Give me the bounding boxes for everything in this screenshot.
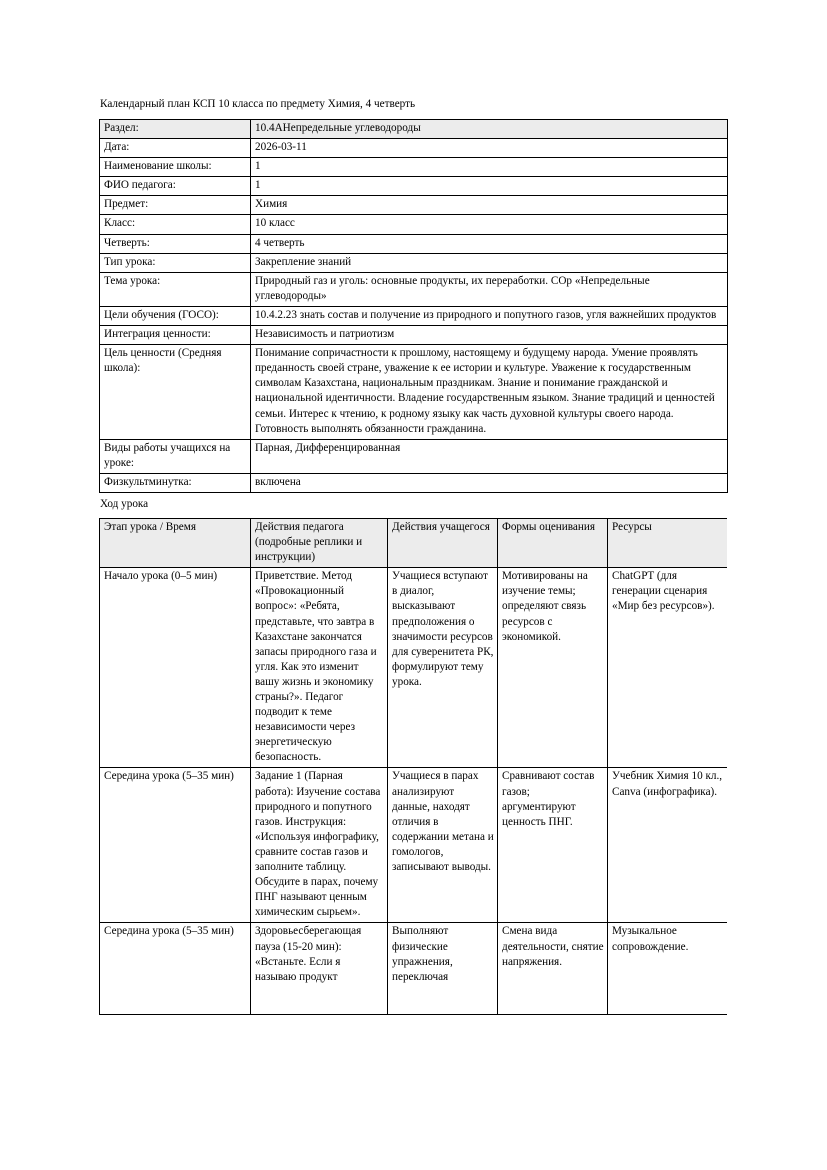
cell-assessment: Сравнивают состав газов; аргументируют ценность ПНГ. [498,768,608,923]
info-label: Тема урока: [100,272,251,306]
info-label: Тип урока: [100,253,251,272]
lesson-flow-table [99,518,727,1015]
column-header-assessment: Формы оценивания [498,518,608,567]
cell-resources: ChatGPT (для генерации сценария «Мир без ресурсов»). [608,568,728,768]
info-value: 10 класс [251,215,728,234]
info-value: 2026-03-11 [251,139,728,158]
info-label: Физкультминутка: [100,473,251,492]
table-row [100,473,728,492]
table-row [100,215,728,234]
cell-teacher-actions [251,923,388,1015]
info-value: 10.4АНепредельные углеводороды [251,120,728,139]
info-label: Цель ценности (Средняя школа): [100,345,251,440]
info-label: Класс: [100,215,251,234]
cell-resources-text: Музыкальное сопровождение. [612,925,689,953]
column-header-resources: Ресурсы [608,518,728,567]
info-value: 1 [251,177,728,196]
table-row [100,768,728,923]
table-row [100,439,728,473]
table-row [100,234,728,253]
lesson-info-table [99,119,728,493]
info-value: 1 [251,158,728,177]
cell-stage [100,923,251,1015]
table-row [100,253,728,272]
info-value: 10.4.2.23 знать состав и получение из природного и попутного газов, угля важнейших продуктов [251,306,728,325]
info-label: ФИО педагога: [100,177,251,196]
table-row [100,196,728,215]
table-row [100,345,728,440]
info-value: 4 четверть [251,234,728,253]
info-value: Закрепление знаний [251,253,728,272]
info-label: Наименование школы: [100,158,251,177]
table-row [100,158,728,177]
info-value: Природный газ и уголь: основные продукты, их переработки. СОр «Непредельные углеводороды» [251,272,728,306]
cell-student-actions [388,923,498,1015]
cell-assessment [498,923,608,1015]
table-row [100,139,728,158]
table-row [100,923,728,1015]
lesson-flow-wrapper [99,518,727,1015]
cell-stage-text: Середина урока (5–35 мин) [104,925,234,938]
info-label: Виды работы учащихся на уроке: [100,439,251,473]
info-label: Раздел: [100,120,251,139]
column-header-teacher-actions: Действия педагога (подробные реплики и инструкции) [251,518,388,567]
lesson-info-body [100,120,728,493]
column-header-stage: Этап урока / Время [100,518,251,567]
info-value: Независимость и патриотизм [251,326,728,345]
cell-student-actions: Учащиеся вступают в диалог, высказывают предположения о значимости ресурсов для суверенитета РК, формулируют тему урока. [388,568,498,768]
info-label: Предмет: [100,196,251,215]
table-row [100,177,728,196]
info-label: Цели обучения (ГОСО): [100,306,251,325]
table-row [100,306,728,325]
table-row [100,120,728,139]
cell-teacher-actions-text: Здоровьесберегающая пауза (15-20 мин): «Встаньте. Если я называю продукт [255,925,362,983]
document-content [99,97,727,1015]
info-label: Четверть: [100,234,251,253]
table-row [100,272,728,306]
cell-assessment: Мотивированы на изучение темы; определяют связь ресурсов с экономикой. [498,568,608,768]
lesson-flow-heading: Ход урока [100,497,149,510]
info-label: Интеграция ценности: [100,326,251,345]
cell-student-actions-text: Выполняют физические упражнения, переключая [392,925,453,983]
lesson-flow-body [100,518,728,1014]
info-value: включена [251,473,728,492]
table-header-row [100,518,728,567]
cell-stage: Середина урока (5–35 мин) [100,768,251,923]
table-row [100,326,728,345]
info-value: Понимание сопричастности к прошлому, настоящему и будущему народа. Умение проявлять преданность своей стране, уважение к ее истории и культуре. Уважение к государственным символам Казахстана, национальным праздникам. Знание и понимание гражданской и национальной идентичности. Владение государственным языком. Знание традиций и ценностей семьи. Интерес к чтению, к родному языку как часть духовной культуры своего народа. Готовность выполнять обязанности гражданина. [251,345,728,440]
info-label: Дата: [100,139,251,158]
cell-resources: Учебник Химия 10 кл., Canva (инфографика). [608,768,728,923]
table-row [100,568,728,768]
column-header-student-actions: Действия учащегося [388,518,498,567]
cell-assessment-text: Смена вида деятельности, снятие напряжения. [502,925,604,968]
info-value: Химия [251,196,728,215]
page-title: Календарный план КСП 10 класса по предмету Химия, 4 четверть [100,98,416,110]
info-value: Парная, Дифференцированная [251,439,728,473]
cell-stage: Начало урока (0–5 мин) [100,568,251,768]
cell-resources [608,923,728,1015]
cell-teacher-actions: Приветствие. Метод «Провокационный вопрос»: «Ребята, представьте, что завтра в Казахстане закончатся запасы природного газа и угля. Как это изменит вашу жизнь и экономику страны?». Педагог подводит к теме независимости через энергетическую безопасность. [251,568,388,768]
cell-student-actions: Учащиеся в парах анализируют данные, находят отличия в содержании метана и гомологов, записывают выводы. [388,768,498,923]
cell-teacher-actions: Задание 1 (Парная работа): Изучение состава природного и попутного газов. Инструкция: «Используя инфографику, сравните состав газов и заполните таблицу. Обсудите в парах, почему ПНГ называют ценным химическим сырьем». [251,768,388,923]
